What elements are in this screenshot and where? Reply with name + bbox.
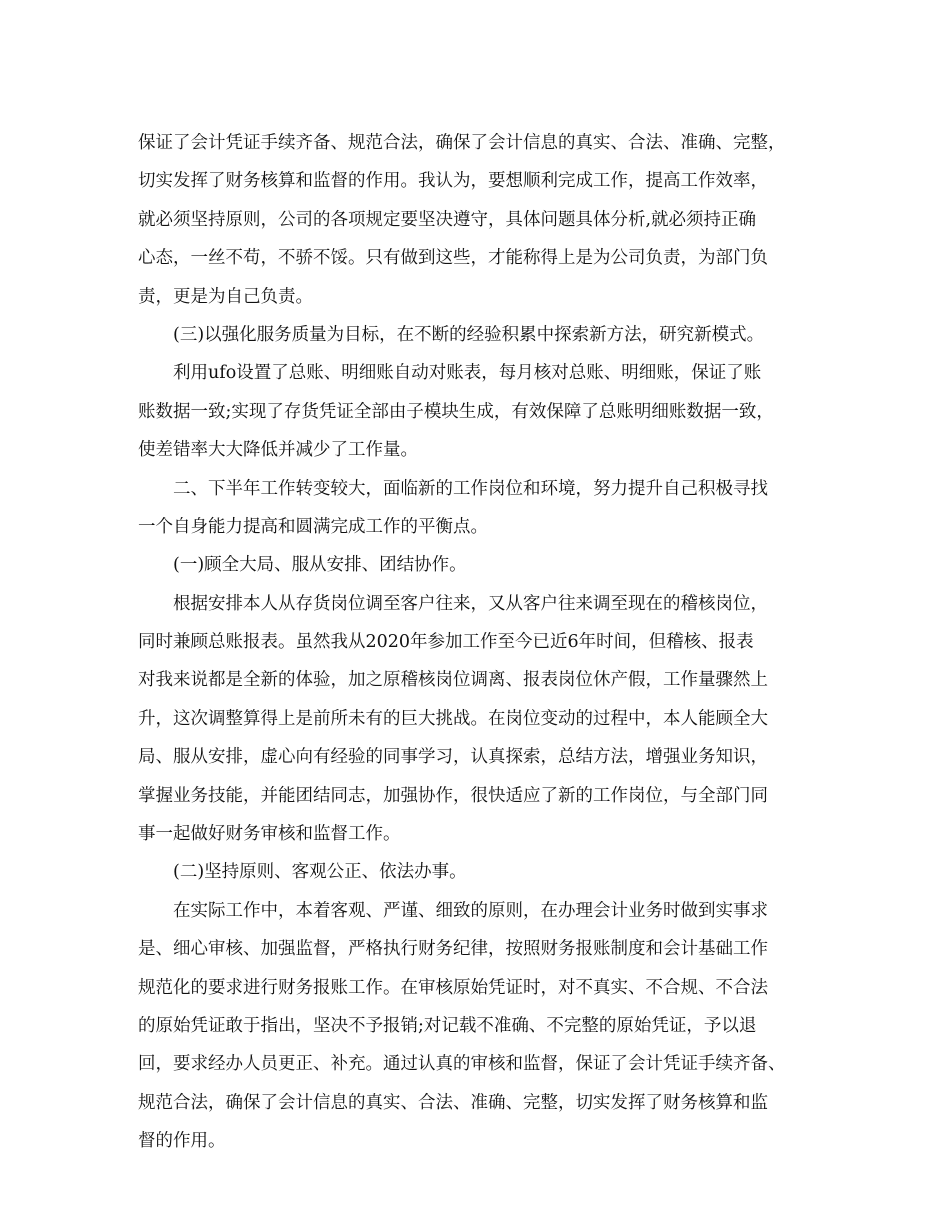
text-line: 就必须坚持原则，公司的各项规定要坚决遵守，具体问题具体分析,就必须持正确 [138, 209, 757, 230]
document-body [138, 124, 818, 1161]
text-line: 同时兼顾总账报表。虽然我从2020年参加工作至今已近6年时间，但稽核、报表 [138, 632, 754, 653]
text-line: (三)以强化服务质量为目标，在不断的经验积累中探索新方法，研究新模式。 [173, 324, 765, 345]
text-line: 使差错率大大降低并减少了工作量。 [138, 440, 418, 461]
text-line: 回，要求经办人员更正、补充。通过认真的审核和监督，保证了会计凭证手续齐备、 [138, 1054, 786, 1075]
text-line: (二)坚持原则、客观公正、依法办事。 [173, 862, 467, 883]
text-line: 事一起做好财务审核和监督工作。 [138, 824, 401, 845]
text-line: 在实际工作中，本着客观、严谨、细致的原则，在办理会计业务时做到实事求 [173, 900, 768, 921]
text-line: 的原始凭证敢于指出，坚决不予报销;对记载不准确、不完整的原始凭证，予以退 [138, 1015, 757, 1036]
text-line: (一)顾全大局、服从安排、团结协作。 [173, 555, 467, 576]
text-line: 账数据一致;实现了存货凭证全部由子模块生成，有效保障了总账明细账数据一致， [138, 401, 774, 422]
text-line: 掌握业务技能，并能团结同志，加强协作，很快适应了新的工作岗位，与全部门同 [138, 785, 768, 806]
text-line: 心态，一丝不苟，不骄不馁。只有做到这些，才能称得上是为公司负责，为部门负 [138, 248, 768, 269]
text-line: 是、细心审核、加强监督，严格执行财务纪律，按照财务报账制度和会计基础工作 [138, 939, 768, 960]
text-line: 根据安排本人从存货岗位调至客户往来，又从客户往来调至现在的稽核岗位， [173, 593, 768, 614]
text-line: 一个自身能力提高和圆满完成工作的平衡点。 [138, 516, 488, 537]
text-line: 保证了会计凭证手续齐备、规范合法，确保了会计信息的真实、合法、准确、完整， [138, 133, 786, 153]
text-line: 利用ufo设置了总账、明细账自动对账表，每月核对总账、明细账，保证了账 [173, 363, 762, 384]
text-line: 升，这次调整算得上是前所未有的巨大挑战。在岗位变动的过程中，本人能顾全大 [138, 708, 768, 729]
text-line: 规范合法，确保了会计信息的真实、合法、准确、完整，切实发挥了财务核算和监 [138, 1092, 768, 1113]
text-line: 对我来说都是全新的体验，加之原稽核岗位调离、报表岗位休产假，工作量骤然上 [138, 670, 768, 691]
text-line: 督的作用。 [138, 1131, 226, 1152]
text-line: 切实发挥了财务核算和监督的作用。我认为，要想顺利完成工作，提高工作效率， [138, 171, 768, 192]
text-line: 局、服从安排，虚心向有经验的同事学习，认真探索，总结方法，增强业务知识， [138, 747, 768, 768]
text-line: 二、下半年工作转变较大，面临新的工作岗位和环境，努力提升自己积极寻找 [173, 478, 768, 499]
text-line: 规范化的要求进行财务报账工作。在审核原始凭证时，对不真实、不合规、不合法 [138, 977, 768, 998]
text-line: 责，更是为自己负责。 [138, 286, 313, 307]
